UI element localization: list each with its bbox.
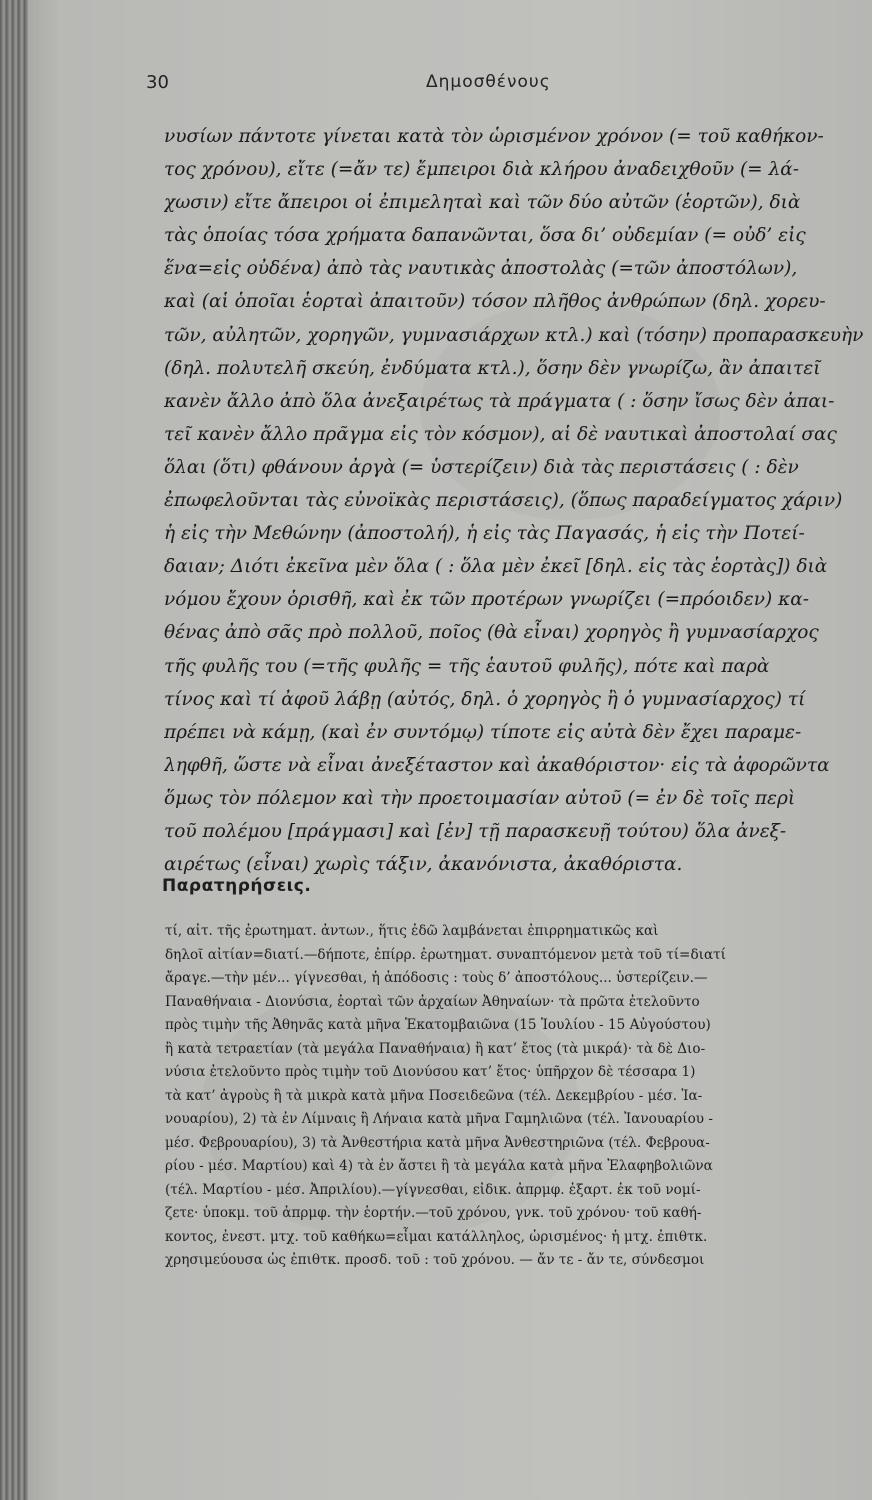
page-header xyxy=(146,72,856,102)
note-line: κοντος, ἐνεστ. μτχ. τοῦ καθήκω=εἶμαι κατάλληλος, ὡρισμένος· ἡ μτχ. ἐπιθτκ. xyxy=(165,1228,708,1245)
note-line: χρησιμεύουσα ὡς ἐπιθτκ. προσδ. τοῦ : τοῦ χρόνου. — ἄν τε - ἄν τε, σύνδεσμοι xyxy=(165,1252,705,1268)
text-line: τῶν, αὐλητῶν, χορηγῶν, γυμνασιάρχων κτλ.) καὶ (τόσην) προπαρασκευὴν xyxy=(164,324,864,346)
note-line: μέσ. Φεβρουαρίου), 3) τὰ Ἀνθεστήρια κατὰ μῆνα Ἀνθεστηριῶνα (τέλ. Φεβρουα- xyxy=(165,1134,710,1151)
page-number: 30 xyxy=(146,72,169,93)
text-line: ἕνα=εἰς οὐδένα) ἀπὸ τὰς ναυτικὰς ἀποστολὰς (=τῶν ἀποστόλων), xyxy=(164,258,798,280)
note-line: νύσια ἐτελοῦντο πρὸς τιμὴν τοῦ Διονύσου κατ’ ἔτος· ὑπῆρχον δὲ τέσσαρα 1) xyxy=(165,1064,696,1080)
note-line: πρὸς τιμὴν τῆς Ἀθηνᾶς κατὰ μῆνα Ἑκατομβαιῶνα (15 Ἰουλίου - 15 Αὐγούστου) xyxy=(165,1017,711,1033)
text-line: ἐπωφελοῦνται τὰς εὐνοϊκὰς περιστάσεις), (ὅπως παραδείγματος χάριν) xyxy=(164,490,843,512)
note-line: τί, αἰτ. τῆς ἐρωτηματ. ἀντων., ἥτις ἐδῶ λαμβάνεται ἐπιρρηματικῶς καὶ xyxy=(165,923,659,939)
book-binding-edge xyxy=(0,0,28,1500)
note-line: ἄραγε.—τὴν μέν... γίγνεσθαι, ἡ ἀπόδοσις : τοὺς δ’ ἀποστόλους... ὑστερίζειν.— xyxy=(165,970,708,986)
text-line: πρέπει νὰ κάμῃ, (καὶ ἐν συντόμῳ) τίποτε εἰς αὐτὰ δὲν ἔχει παραμε- xyxy=(164,721,802,743)
text-line: δαιαν; Διότι ἐκεῖνα μὲν ὅλα ( : ὅλα μὲν ἐκεῖ [δηλ. εἰς τὰς ἑορτὰς]) διὰ xyxy=(164,556,828,578)
translation-text xyxy=(164,120,864,881)
notes-heading: Παρατηρήσεις. xyxy=(162,876,312,896)
note-line: Παναθήναια - Διονύσια, ἑορταὶ τῶν ἀρχαίων Ἀθηναίων· τὰ πρῶτα ἐτελοῦντο xyxy=(165,993,700,1010)
text-line: νυσίων πάντοτε γίνεται κατὰ τὸν ὡρισμένον χρόνον (= τοῦ καθήκον- xyxy=(164,126,824,147)
text-line: ληφθῆ, ὥστε νὰ εἶναι ἀνεξέταστον καὶ ἀκαθόριστον· εἰς τὰ ἀφορῶντα xyxy=(164,754,830,776)
text-line: καὶ (αἱ ὁποῖαι ἑορταὶ ἀπαιτοῦν) τόσον πλῆθος ἀνθρώπων (δηλ. χορευ- xyxy=(164,291,826,313)
text-line: τίνος καὶ τί ἀφοῦ λάβῃ (αὐτός, δηλ. ὁ χορηγὸς ἢ ὁ γυμνασίαρχος) τί xyxy=(164,688,806,710)
note-line: τὰ κατ’ ἀγροὺς ἢ τὰ μικρὰ κατὰ μῆνα Ποσειδεῶνα (τέλ. Δεκεμβρίου - μέσ. Ἰα- xyxy=(165,1087,703,1104)
text-line: ἡ εἰς τὴν Μεθώνην (ἀποστολή), ἡ εἰς τὰς Παγασάς, ἡ εἰς τὴν Ποτεί- xyxy=(164,523,805,545)
text-line: θένας ἀπὸ σᾶς πρὸ πολλοῦ, ποῖος (θὰ εἶναι) χορηγὸς ἢ γυμνασίαρχος xyxy=(164,622,819,644)
text-line: κανὲν ἄλλο ἀπὸ ὅλα ἀνεξαιρέτως τὰ πράγματα ( : ὅσην ἴσως δὲν ἀπαι- xyxy=(164,390,835,412)
note-line: δηλοῖ αἰτίαν=διατί.—δήποτε, ἐπίρρ. ἐρωτηματ. συναπτόμενον μετὰ τοῦ τί=διατί xyxy=(165,946,726,963)
running-head: Δημοσθένους xyxy=(426,72,551,92)
text-line: χωσιν) εἴτε ἄπειροι οἱ ἐπιμεληταὶ καὶ τῶν δύο αὐτῶν (ἑορτῶν), διὰ xyxy=(164,192,801,214)
text-line: τὰς ὁποίας τόσα χρήματα δαπανῶνται, ὅσα δι’ οὐδεμίαν (= οὐδ’ εἰς xyxy=(164,225,806,247)
note-line: νουαρίου), 2) τὰ ἐν Λίμναις ἢ Λήναια κατὰ μῆνα Γαμηλιῶνα (τέλ. Ἰανουαρίου - xyxy=(165,1111,713,1127)
text-line: τος χρόνου), εἴτε (=ἄν τε) ἔμπειροι διὰ κλήρου ἀναδειχθοῦν (= λά- xyxy=(164,159,800,181)
note-line: (τέλ. Μαρτίου - μέσ. Ἀπριλίου).—γίγνεσθαι, εἰδικ. ἀπρμφ. ἐξαρτ. ἐκ τοῦ νομί- xyxy=(165,1181,701,1198)
text-line: αιρέτως (εἶναι) χωρὶς τάξιν, ἀκανόνιστα, ἀκαθόριστα. xyxy=(164,854,683,876)
text-line: τῆς φυλῆς του (=τῆς φυλῆς = τῆς ἑαυτοῦ φυλῆς), πότε καὶ παρὰ xyxy=(164,655,770,677)
text-line: τεῖ κανὲν ἄλλο πρᾶγμα εἰς τὸν κόσμον), αἱ δὲ ναυτικαὶ ἀποστολαί σας xyxy=(164,423,837,445)
text-line: νόμου ἔχουν ὁρισθῆ, καὶ ἐκ τῶν προτέρων γνωρίζει (=πρόοιδεν) κα- xyxy=(164,589,809,611)
note-line: ρίου - μέσ. Μαρτίου) καὶ 4) τὰ ἐν ἄστει ἢ τὰ μεγάλα κατὰ μῆνα Ἐλαφηβολιῶνα xyxy=(165,1158,713,1174)
note-line: ζετε· ὑποκμ. τοῦ ἀπρμφ. τὴν ἑορτήν.—τοῦ χρόνου, γνκ. τοῦ χρόνου· τοῦ καθή- xyxy=(165,1205,702,1221)
text-line: ὅμως τὸν πόλεμον καὶ τὴν προετοιμασίαν αὐτοῦ (= ἐν δὲ τοῖς περὶ xyxy=(164,787,796,809)
notes-text xyxy=(165,920,872,1273)
note-line: ἢ κατὰ τετραετίαν (τὰ μεγάλα Παναθήναια) ἢ κατ’ ἔτος (τὰ μικρά)· τὰ δὲ Διο- xyxy=(165,1040,706,1057)
text-line: (δηλ. πολυτελῆ σκεύη, ἐνδύματα κτλ.), ὅσην δὲν γνωρίζω, ἂν ἀπαιτεῖ xyxy=(164,357,821,379)
text-line: τοῦ πολέμου [πράγμασι] καὶ [ἐν] τῇ παρασκευῇ τούτου) ὅλα ἀνεξ- xyxy=(164,820,787,842)
text-line: ὅλαι (ὅτι) φθάνουν ἀργὰ (= ὑστερίζειν) διὰ τὰς περιστάσεις ( : δὲν xyxy=(164,456,799,478)
